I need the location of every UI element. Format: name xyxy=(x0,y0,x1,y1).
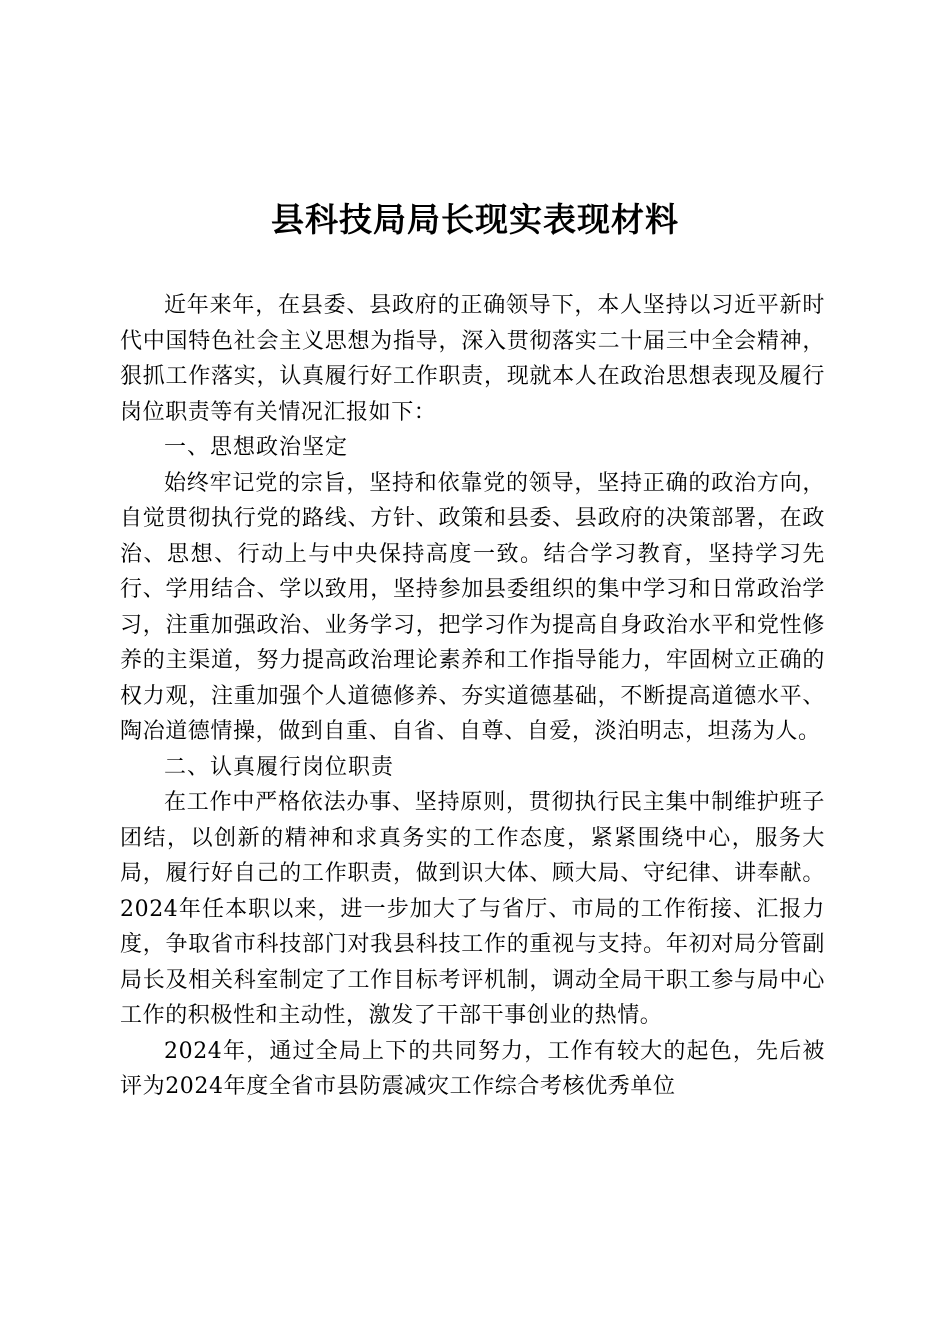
section-1-paragraph: 始终牢记党的宗旨，坚持和依靠党的领导，坚持正确的政治方向，自觉贯彻执行党的路线、方针、政策和县委、县政府的决策部署，在政治、思想、行动上与中央保持高度一致。结合学习教育，坚持学习先行、学用结合、学以致用，坚持参加县委组织的集中学习和日常政治学习，注重加强政治、业务学习，把学习作为提高自身政治水平和党性修养的主渠道，努力提高政治理论素养和工作指导能力，牢固树立正确的权力观，注重加强个人道德修养、夯实道德基础，不断提高道德水平、陶冶道德情操，做到自重、自省、自尊、自爱，淡泊明志，坦荡为人。 xyxy=(120,470,825,744)
section-2-paragraph-1: 在工作中严格依法办事、坚持原则，贯彻执行民主集中制维护班子团结，以创新的精神和求真务实的工作态度，紧紧围绕中心，服务大局，履行好自己的工作职责，做到识大体、顾大局、守纪律、讲奉献。2024年任本职以来，进一步加大了与省厅、市局的工作衔接、汇报力度，争取省市科技部门对我县科技工作的重视与支持。年初对局分管副局长及相关科室制定了工作目标考评机制，调动全局干职工参与局中心工作的积极性和主动性，激发了干部干事创业的热情。 xyxy=(120,790,825,1028)
section-1-heading: 一、思想政治坚定 xyxy=(164,435,349,460)
intro-paragraph: 近年来年，在县委、县政府的正确领导下，本人坚持以习近平新时代中国特色社会主义思想为指导，深入贯彻落实二十届三中全会精神，狠抓工作落实，认真履行好工作职责，现就本人在政治思想表现及履行岗位职责等有关情况汇报如下： xyxy=(120,293,825,425)
document-title: 县科技局局长现实表现材料 xyxy=(271,200,679,239)
section-2-heading: 二、认真履行岗位职责 xyxy=(164,754,395,780)
section-2-paragraph-2: 2024年，通过全局上下的共同努力，工作有较大的起色，先后被评为2024年度全省市县防震减灾工作综合考核优秀单位 xyxy=(120,1038,825,1099)
document-body xyxy=(120,288,825,1105)
